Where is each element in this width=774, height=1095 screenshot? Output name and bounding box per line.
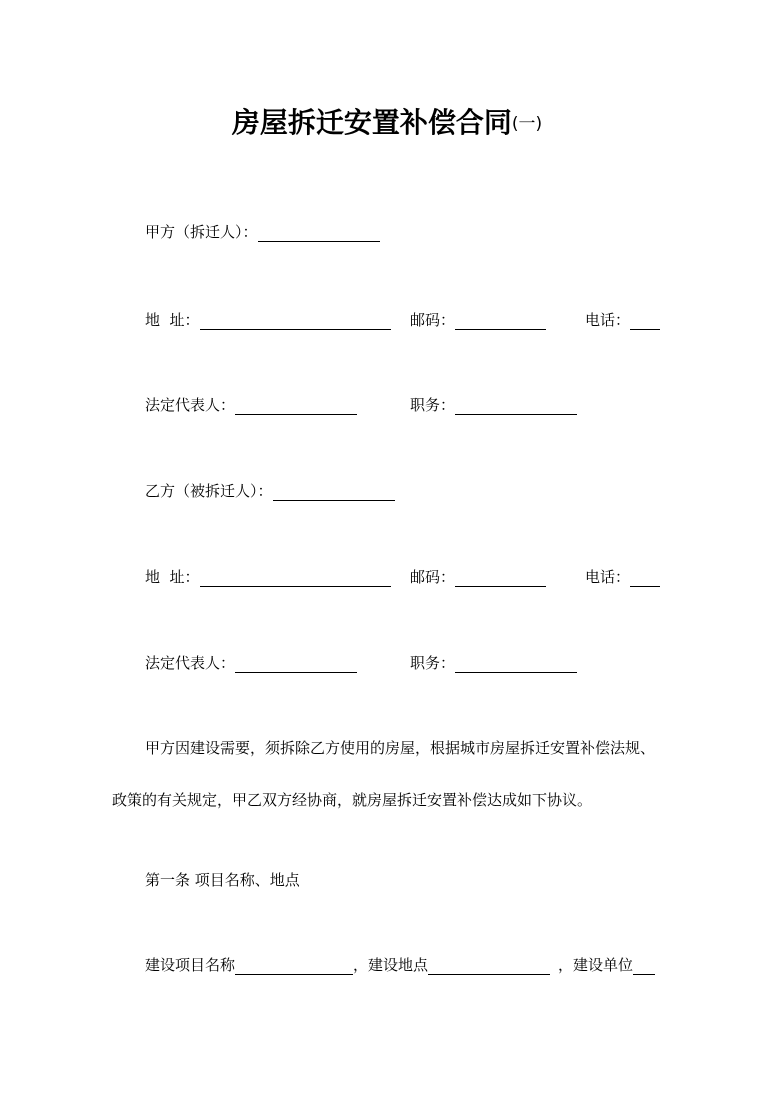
party-a-rep-label: 法定代表人：	[145, 396, 236, 414]
party-b-postcode-blank[interactable]	[455, 570, 546, 587]
party-b-postcode-label: 邮码：	[410, 568, 456, 586]
party-b-position-field	[410, 653, 577, 673]
party-a-phone-blank[interactable]	[630, 313, 660, 330]
party-a-line	[145, 222, 380, 242]
party-a-postcode-blank[interactable]	[455, 313, 546, 330]
party-a-position-blank[interactable]	[455, 398, 577, 415]
party-b-line	[145, 481, 395, 501]
party-b-label: 乙方（被拆迁人）：	[145, 482, 273, 500]
article-1-heading: 第一条 项目名称、地点	[145, 871, 300, 889]
party-a-rep-row	[145, 395, 665, 415]
party-b-rep-blank[interactable]	[235, 656, 357, 673]
party-b-rep-field	[145, 653, 357, 673]
party-a-postcode-field	[410, 310, 546, 330]
document-title	[0, 103, 774, 144]
site-blank[interactable]	[428, 958, 550, 975]
site-label: ，建设地点	[353, 956, 429, 974]
party-a-address-field	[145, 310, 391, 330]
party-b-position-blank[interactable]	[455, 656, 577, 673]
party-b-rep-row	[145, 653, 665, 673]
party-b-phone-blank[interactable]	[630, 570, 660, 587]
party-a-blank[interactable]	[258, 225, 380, 242]
party-a-address-row	[145, 310, 665, 330]
party-a-postcode-label: 邮码：	[410, 311, 456, 329]
unit-blank[interactable]	[633, 958, 655, 975]
party-a-rep-field	[145, 395, 357, 415]
party-a-phone-label: 电话：	[585, 311, 631, 329]
party-a-rep-blank[interactable]	[235, 398, 357, 415]
party-b-phone-field	[585, 567, 660, 587]
party-a-address-label: 地 址：	[145, 311, 200, 329]
party-b-position-label: 职务：	[410, 654, 456, 672]
project-name-blank[interactable]	[235, 958, 353, 975]
party-b-address-field	[145, 567, 391, 587]
title-text: 房屋拆迁安置补偿合同	[231, 106, 512, 139]
party-a-label: 甲方（拆迁人）：	[145, 223, 258, 241]
unit-label: ，建设单位	[558, 956, 634, 974]
party-a-position-label: 职务：	[410, 396, 456, 414]
project-name-label: 建设项目名称	[145, 956, 236, 974]
preamble-paragraph: 甲方因建设需要，须拆除乙方使用的房屋，根据城市房屋拆迁安置补偿法规、政策的有关规定，甲乙双方经协商，就房屋拆迁安置补偿达成如下协议。	[112, 739, 656, 809]
article-1-project-line	[145, 955, 655, 975]
party-a-address-blank[interactable]	[200, 313, 391, 330]
party-b-blank[interactable]	[273, 484, 395, 501]
party-b-phone-label: 电话：	[585, 568, 631, 586]
party-b-address-label: 地 址：	[145, 568, 200, 586]
party-a-position-field	[410, 395, 577, 415]
party-b-rep-label: 法定代表人：	[145, 654, 236, 672]
party-b-address-row	[145, 567, 665, 587]
party-b-postcode-field	[410, 567, 546, 587]
party-b-address-blank[interactable]	[200, 570, 391, 587]
party-a-phone-field	[585, 310, 660, 330]
title-suffix: (一)	[511, 114, 543, 134]
